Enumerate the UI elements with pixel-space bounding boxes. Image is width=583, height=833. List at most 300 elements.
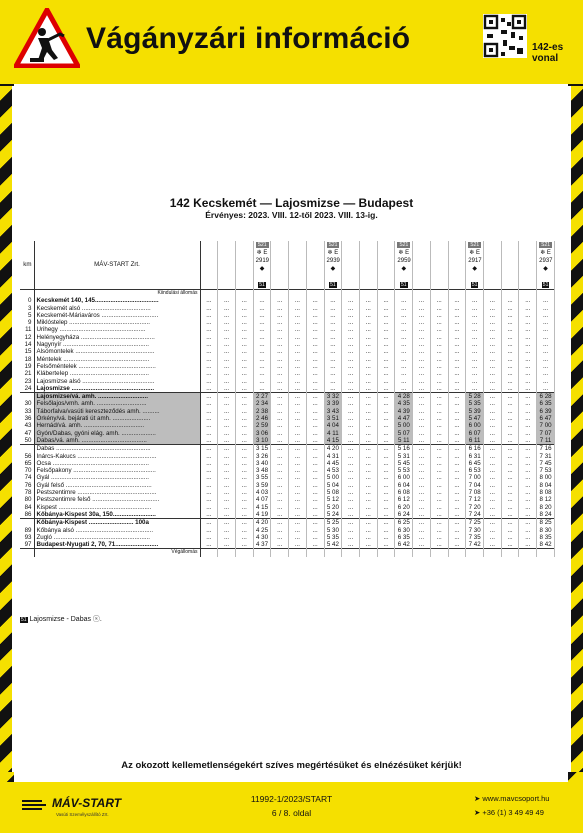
station-name: Pestszentimre ..............................................: [34, 489, 200, 496]
time-cell: 6 25: [395, 519, 413, 527]
train-flags: ❄ E: [540, 250, 551, 256]
time-cell: ...: [466, 348, 484, 355]
placeholder-cell: ...: [271, 453, 289, 460]
placeholder-cell: ...: [413, 334, 431, 341]
time-cell: 6 00: [395, 474, 413, 481]
table-row: [20, 305, 555, 312]
placeholder-cell: ...: [359, 453, 377, 460]
placeholder-cell: ...: [501, 408, 519, 415]
train-badge: S21: [328, 242, 338, 248]
placeholder-cell: ...: [271, 312, 289, 319]
placeholder-cell: ...: [306, 408, 324, 415]
time-cell: ...: [324, 297, 342, 304]
km-cell: 14: [20, 341, 34, 348]
table-row: [20, 534, 555, 541]
placeholder-cell: ...: [448, 519, 466, 527]
placeholder-cell: ...: [306, 370, 324, 377]
placeholder-cell: ...: [289, 460, 307, 467]
placeholder-cell: ...: [519, 453, 537, 460]
time-cell: ...: [395, 348, 413, 355]
time-cell: ...: [395, 334, 413, 341]
placeholder-cell: ...: [430, 519, 448, 527]
origin-label: Kiindulási állomás: [34, 290, 200, 298]
time-cell: ...: [537, 385, 555, 393]
placeholder-cell: ...: [218, 348, 236, 355]
time-cell: 7 42: [466, 541, 484, 549]
placeholder-cell: ...: [289, 445, 307, 453]
placeholder-cell: ...: [342, 312, 360, 319]
placeholder-cell: ...: [306, 312, 324, 319]
station-name: KláberteIep ..............................................: [34, 370, 200, 377]
table-row: [20, 511, 555, 519]
placeholder-cell: ...: [519, 541, 537, 549]
placeholder-cell: ...: [289, 363, 307, 370]
placeholder-cell: ...: [377, 312, 395, 319]
placeholder-cell: ...: [519, 437, 537, 445]
table-row: [20, 348, 555, 355]
placeholder-cell: ...: [306, 385, 324, 393]
placeholder-cell: ...: [306, 489, 324, 496]
placeholder-cell: ...: [342, 334, 360, 341]
placeholder-cell: ...: [235, 527, 253, 534]
website-link[interactable]: [474, 794, 549, 803]
time-cell: ...: [324, 319, 342, 326]
placeholder-cell: ...: [377, 334, 395, 341]
placeholder-cell: ...: [306, 504, 324, 511]
placeholder-cell: ...: [289, 422, 307, 429]
time-cell: ...: [324, 326, 342, 333]
time-cell: 4 35: [395, 400, 413, 407]
km-cell: [20, 290, 34, 298]
placeholder-cell: ...: [342, 348, 360, 355]
blank-cell: [448, 290, 466, 298]
table-row: [20, 437, 555, 445]
placeholder-cell: ...: [501, 363, 519, 370]
time-cell: 5 16: [395, 445, 413, 453]
hazard-stripe-right: [571, 84, 583, 784]
placeholder-cell: ...: [306, 496, 324, 503]
placeholder-cell: ...: [377, 504, 395, 511]
km-cell: 33: [20, 408, 34, 415]
placeholder-cell: ...: [413, 356, 431, 363]
time-cell: 4 04: [324, 422, 342, 429]
placeholder-cell: ...: [359, 341, 377, 348]
placeholder-cell: ...: [342, 453, 360, 460]
placeholder-cell: ...: [519, 496, 537, 503]
placeholder-cell: ...: [359, 312, 377, 319]
placeholder-cell: ...: [235, 467, 253, 474]
placeholder-cell: ...: [448, 460, 466, 467]
time-cell: 7 25: [466, 519, 484, 527]
placeholder-cell: ...: [271, 348, 289, 355]
time-cell: 5 31: [395, 453, 413, 460]
placeholder-cell: ...: [484, 474, 502, 481]
time-cell: 4 53: [324, 467, 342, 474]
station-name: Alsómontelek ..............................................: [34, 348, 200, 355]
footnote-text: Lajosmizse - Dabas ⓢ.: [29, 616, 102, 623]
placeholder-cell: ...: [430, 326, 448, 333]
header-spacer: [359, 241, 377, 290]
placeholder-cell: ...: [200, 356, 218, 363]
placeholder-cell: ...: [218, 496, 236, 503]
time-cell: ...: [324, 378, 342, 385]
table-row: [20, 445, 555, 453]
blank-cell: [235, 290, 253, 298]
blank-cell: [359, 549, 377, 557]
placeholder-cell: ...: [218, 370, 236, 377]
train-flags: ❄ E: [256, 250, 268, 256]
placeholder-cell: ...: [271, 460, 289, 467]
placeholder-cell: ...: [413, 341, 431, 348]
placeholder-cell: ...: [413, 534, 431, 541]
placeholder-cell: ...: [519, 474, 537, 481]
placeholder-cell: ...: [377, 393, 395, 401]
header-spacer: [235, 241, 253, 290]
direction-icon: ◆: [401, 266, 407, 272]
placeholder-cell: ...: [200, 415, 218, 422]
placeholder-cell: ...: [501, 370, 519, 377]
mav-start-subtitle: Vasúti Személyszállító Zrt.: [56, 812, 109, 817]
time-cell: 7 00: [537, 422, 555, 429]
time-cell: 5 11: [395, 437, 413, 445]
placeholder-cell: ...: [377, 305, 395, 312]
placeholder-cell: ...: [413, 348, 431, 355]
placeholder-cell: ...: [200, 341, 218, 348]
time-cell: ...: [324, 334, 342, 341]
placeholder-cell: ...: [359, 378, 377, 385]
note-badge: 51: [330, 282, 336, 288]
placeholder-cell: ...: [342, 430, 360, 437]
time-cell: 8 08: [537, 489, 555, 496]
placeholder-cell: ...: [306, 467, 324, 474]
placeholder-cell: ...: [289, 519, 307, 527]
placeholder-cell: ...: [484, 496, 502, 503]
placeholder-cell: ...: [377, 356, 395, 363]
placeholder-cell: ...: [519, 363, 537, 370]
placeholder-cell: ...: [235, 385, 253, 393]
placeholder-cell: ...: [235, 437, 253, 445]
blank-cell: [200, 290, 218, 298]
placeholder-cell: ...: [359, 393, 377, 401]
time-cell: 5 24: [324, 511, 342, 519]
placeholder-cell: ...: [484, 460, 502, 467]
placeholder-cell: ...: [448, 393, 466, 401]
time-cell: 7 45: [537, 460, 555, 467]
table-row: [20, 297, 555, 304]
placeholder-cell: ...: [377, 297, 395, 304]
time-cell: ...: [537, 326, 555, 333]
table-row: [20, 400, 555, 407]
time-cell: ...: [253, 319, 271, 326]
placeholder-cell: ...: [218, 519, 236, 527]
station-name: Felsőlajos/vmh. amh. .............................: [34, 400, 200, 407]
time-cell: ...: [537, 348, 555, 355]
station-name: Dabas .......................................................: [34, 445, 200, 453]
time-cell: 4 25: [253, 527, 271, 534]
table-row: [20, 393, 555, 401]
station-name: Lajosmizse ................................................: [34, 385, 200, 393]
placeholder-cell: ...: [448, 356, 466, 363]
placeholder-cell: ...: [519, 534, 537, 541]
km-cell: 89: [20, 527, 34, 534]
placeholder-cell: ...: [271, 422, 289, 429]
placeholder-cell: ...: [448, 430, 466, 437]
placeholder-cell: ...: [359, 445, 377, 453]
time-cell: ...: [466, 305, 484, 312]
page-title: Vágányzári információ: [86, 22, 411, 55]
table-row: [20, 504, 555, 511]
km-cell: 43: [20, 422, 34, 429]
placeholder-cell: ...: [235, 297, 253, 304]
time-cell: ...: [466, 378, 484, 385]
placeholder-cell: ...: [342, 326, 360, 333]
train-header-2937: [537, 241, 555, 290]
placeholder-cell: ...: [200, 334, 218, 341]
time-cell: ...: [324, 385, 342, 393]
placeholder-cell: ...: [218, 297, 236, 304]
time-cell: 6 47: [537, 415, 555, 422]
placeholder-cell: ...: [271, 489, 289, 496]
time-cell: 7 07: [537, 430, 555, 437]
placeholder-cell: ...: [359, 385, 377, 393]
train-flags: ❄ E: [469, 250, 480, 256]
time-cell: 5 30: [324, 527, 342, 534]
placeholder-cell: ...: [501, 356, 519, 363]
time-cell: 7 00: [466, 474, 484, 481]
time-cell: 5 25: [324, 519, 342, 527]
train-number: 2959: [397, 258, 411, 264]
placeholder-cell: ...: [235, 312, 253, 319]
placeholder-cell: ...: [235, 370, 253, 377]
km-cell: 47: [20, 430, 34, 437]
placeholder-cell: ...: [235, 422, 253, 429]
blank-cell: [519, 290, 537, 298]
placeholder-cell: ...: [377, 541, 395, 549]
direction-icon: ◆: [330, 266, 336, 272]
time-cell: 5 35: [324, 534, 342, 541]
placeholder-cell: ...: [430, 445, 448, 453]
placeholder-cell: ...: [289, 378, 307, 385]
placeholder-cell: ...: [271, 319, 289, 326]
placeholder-cell: ...: [289, 415, 307, 422]
time-cell: ...: [324, 356, 342, 363]
placeholder-cell: ...: [413, 460, 431, 467]
placeholder-cell: ...: [413, 474, 431, 481]
time-cell: 5 53: [395, 467, 413, 474]
placeholder-cell: ...: [501, 445, 519, 453]
table-row: [20, 527, 555, 534]
placeholder-cell: ...: [271, 385, 289, 393]
placeholder-cell: ...: [218, 312, 236, 319]
placeholder-cell: ...: [484, 422, 502, 429]
km-header: km: [20, 241, 34, 290]
placeholder-cell: ...: [271, 534, 289, 541]
placeholder-cell: ...: [342, 370, 360, 377]
blank-cell: [324, 549, 342, 557]
time-cell: 8 04: [537, 482, 555, 489]
placeholder-cell: ...: [519, 460, 537, 467]
placeholder-cell: ...: [235, 378, 253, 385]
placeholder-cell: ...: [342, 511, 360, 519]
time-cell: ...: [253, 385, 271, 393]
km-cell: 97: [20, 541, 34, 549]
placeholder-cell: ...: [200, 482, 218, 489]
km-cell: 76: [20, 482, 34, 489]
time-cell: ...: [253, 356, 271, 363]
km-cell: 86: [20, 511, 34, 519]
placeholder-cell: ...: [484, 305, 502, 312]
blank-cell: [501, 549, 519, 557]
placeholder-cell: ...: [306, 348, 324, 355]
train-header-2959: [395, 241, 413, 290]
time-cell: 4 11: [324, 430, 342, 437]
placeholder-cell: ...: [413, 511, 431, 519]
time-cell: ...: [466, 334, 484, 341]
blank-cell: [430, 290, 448, 298]
table-row: [20, 467, 555, 474]
placeholder-cell: ...: [359, 430, 377, 437]
table-row: [20, 474, 555, 481]
time-cell: ...: [466, 326, 484, 333]
time-cell: 4 30: [253, 534, 271, 541]
placeholder-cell: ...: [501, 519, 519, 527]
placeholder-cell: ...: [218, 489, 236, 496]
blank-cell: [306, 549, 324, 557]
time-cell: 7 11: [537, 437, 555, 445]
time-cell: 2 46: [253, 415, 271, 422]
table-row: [20, 363, 555, 370]
km-cell: 65: [20, 460, 34, 467]
placeholder-cell: ...: [413, 504, 431, 511]
time-cell: ...: [253, 348, 271, 355]
placeholder-cell: ...: [448, 422, 466, 429]
placeholder-cell: ...: [218, 356, 236, 363]
note-badge: 51: [542, 282, 549, 288]
placeholder-cell: ...: [289, 504, 307, 511]
time-cell: ...: [537, 312, 555, 319]
placeholder-cell: ...: [342, 496, 360, 503]
time-cell: ...: [466, 363, 484, 370]
placeholder-cell: ...: [306, 422, 324, 429]
placeholder-cell: ...: [218, 453, 236, 460]
placeholder-cell: ...: [359, 400, 377, 407]
placeholder-cell: ...: [218, 341, 236, 348]
time-cell: 3 15: [253, 445, 271, 453]
header-spacer: [413, 241, 431, 290]
time-cell: 4 15: [253, 504, 271, 511]
time-cell: ...: [253, 305, 271, 312]
table-row: [20, 356, 555, 363]
placeholder-cell: ...: [218, 482, 236, 489]
km-cell: 23: [20, 378, 34, 385]
km-cell: 93: [20, 534, 34, 541]
placeholder-cell: ...: [377, 489, 395, 496]
km-cell: 74: [20, 474, 34, 481]
placeholder-cell: ...: [519, 326, 537, 333]
placeholder-cell: ...: [342, 356, 360, 363]
placeholder-cell: ...: [218, 445, 236, 453]
placeholder-cell: ...: [484, 489, 502, 496]
time-cell: ...: [253, 341, 271, 348]
time-cell: ...: [537, 363, 555, 370]
placeholder-cell: ...: [306, 527, 324, 534]
placeholder-cell: ...: [484, 415, 502, 422]
placeholder-cell: ...: [289, 370, 307, 377]
header-spacer: [519, 241, 537, 290]
placeholder-cell: ...: [200, 319, 218, 326]
placeholder-cell: ...: [359, 408, 377, 415]
placeholder-cell: ...: [200, 378, 218, 385]
placeholder-cell: ...: [484, 319, 502, 326]
placeholder-cell: ...: [342, 363, 360, 370]
placeholder-cell: ...: [306, 511, 324, 519]
placeholder-cell: ...: [235, 482, 253, 489]
time-cell: 6 53: [466, 467, 484, 474]
time-cell: 6 11: [466, 437, 484, 445]
blank-cell: [466, 290, 484, 298]
placeholder-cell: ...: [289, 356, 307, 363]
placeholder-cell: ...: [359, 363, 377, 370]
placeholder-cell: ...: [218, 534, 236, 541]
placeholder-cell: ...: [448, 453, 466, 460]
placeholder-cell: ...: [519, 348, 537, 355]
placeholder-cell: ...: [430, 334, 448, 341]
station-name: Kőbánya-Kispest 30a, 150.........................: [34, 511, 200, 519]
placeholder-cell: ...: [484, 467, 502, 474]
placeholder-cell: ...: [448, 437, 466, 445]
time-cell: ...: [537, 378, 555, 385]
header-row: [20, 241, 555, 290]
apology-text: Az okozott kellemetlenségekért szíves megértésüket és elnézésüket kérjük!: [121, 760, 462, 771]
placeholder-cell: ...: [413, 326, 431, 333]
train-header-2939: [324, 241, 342, 290]
destination-row: [20, 549, 555, 557]
time-cell: 4 45: [324, 460, 342, 467]
placeholder-cell: ...: [235, 393, 253, 401]
station-name: Táborfalva/vasúti kereszteződés amh. ..........: [34, 408, 200, 415]
time-cell: ...: [395, 305, 413, 312]
placeholder-cell: ...: [519, 408, 537, 415]
placeholder-cell: ...: [359, 482, 377, 489]
placeholder-cell: ...: [448, 363, 466, 370]
placeholder-cell: ...: [289, 408, 307, 415]
km-cell: 0: [20, 297, 34, 304]
placeholder-cell: ...: [306, 445, 324, 453]
placeholder-cell: ...: [501, 422, 519, 429]
time-cell: ...: [324, 363, 342, 370]
time-cell: ...: [324, 341, 342, 348]
placeholder-cell: ...: [218, 326, 236, 333]
placeholder-cell: ...: [271, 393, 289, 401]
station-name: Gyón/Dabas, gyóni elág. amh. ....................: [34, 430, 200, 437]
placeholder-cell: ...: [484, 453, 502, 460]
placeholder-cell: ...: [430, 312, 448, 319]
placeholder-cell: ...: [484, 430, 502, 437]
placeholder-cell: ...: [484, 504, 502, 511]
placeholder-cell: ...: [519, 519, 537, 527]
placeholder-cell: ...: [501, 334, 519, 341]
placeholder-cell: ...: [200, 496, 218, 503]
placeholder-cell: ...: [359, 297, 377, 304]
time-cell: 4 31: [324, 453, 342, 460]
blank-cell: [466, 549, 484, 557]
placeholder-cell: ...: [413, 453, 431, 460]
placeholder-cell: ...: [306, 356, 324, 363]
placeholder-cell: ...: [359, 489, 377, 496]
placeholder-cell: ...: [430, 297, 448, 304]
placeholder-cell: ...: [359, 519, 377, 527]
station-name: Kecskemét 140, 145.....................................: [34, 297, 200, 304]
